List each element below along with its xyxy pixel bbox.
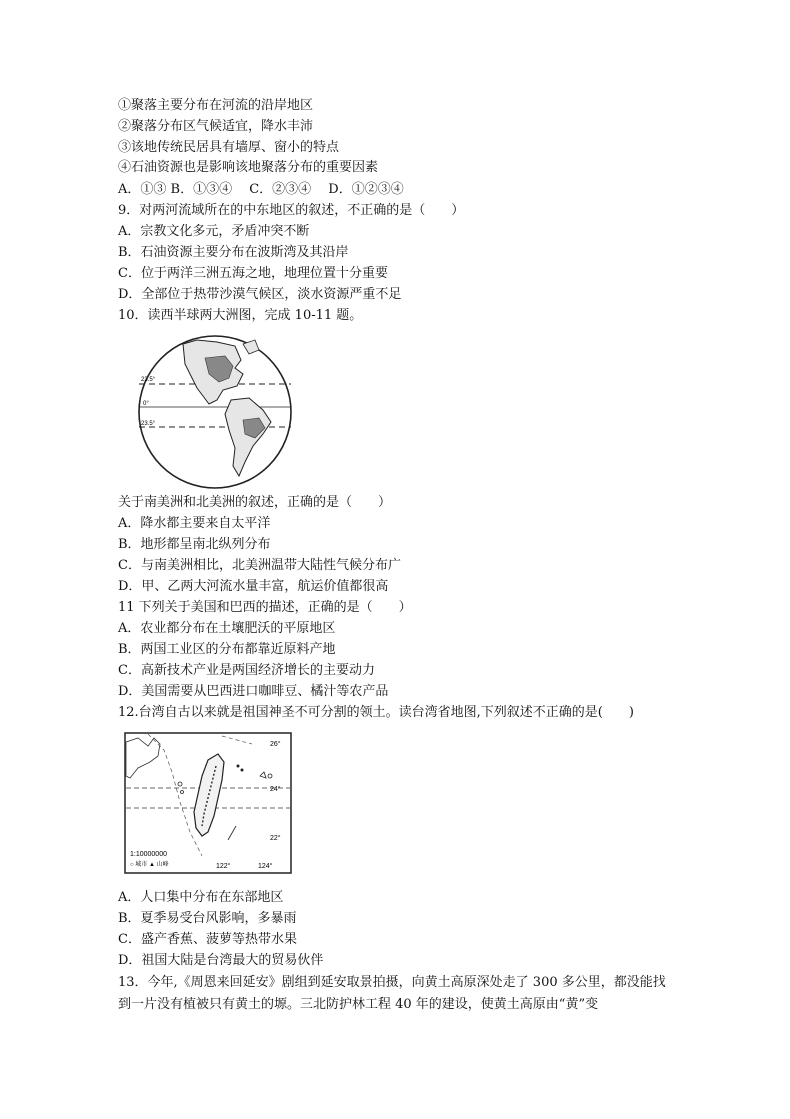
q11-option-c: C．高新技术产业是两国经济增长的主要动力 [118,663,375,678]
q11-stem: 11 下列关于美国和巴西的描述，正确的是（ ） [118,600,412,615]
q11-option-d: D．美国需要从巴西进口咖啡豆、橘汁等农产品 [118,684,389,699]
q10-intro: 10．读西半球两大洲图，完成 10-11 题。 [118,308,363,323]
q8-options: A．①③ B．①③④ C．②③④ D．①②③④ [118,182,404,197]
q10-option-d: D．甲、乙两大河流水量丰富，航运价值都很高 [118,579,389,594]
q10-option-c: C．与南美洲相比，北美洲温带大陆性气候分布广 [118,558,401,573]
q8-statement-4: ④石油资源也是影响该地聚落分布的重要因素 [118,160,379,175]
q11-option-b: B．两国工业区的分布都靠近原料产地 [118,642,336,657]
q12-stem: 12.台湾自古以来就是祖国神圣不可分割的领土。读台湾省地图,下列叙述不正确的是( ) [118,705,634,720]
lon-124-label: 124° [258,863,273,870]
q11-option-a: A．农业都分布在土壤肥沃的平原地区 [118,621,336,636]
lat-22-label: 22° [270,835,281,842]
lat-26-label: 26° [270,741,281,748]
q12-option-b: B．夏季易受台风影响，多暴雨 [118,911,297,926]
map-scale: 1:10000000 [130,851,167,858]
small-island-2 [241,769,244,772]
q10-option-a: A．降水都主要来自太平洋 [118,516,271,531]
map-label-tropic-north: 23.5° [141,377,156,383]
q8-statement-2: ②聚落分布区气候适宜，降水丰沛 [118,119,314,134]
map-label-equator: 0° [143,401,149,407]
q12-option-a: A．人口集中分布在东部地区 [118,890,284,905]
taiwan-map [124,732,292,874]
q8-statement-1: ①聚落主要分布在河流的沿岸地区 [118,98,314,113]
map-label-tropic-south: 23.5° [141,421,156,427]
lat-24-label: 24° [270,786,281,793]
q9-option-c: C．位于两洋三洲五海之地，地理位置十分重要 [118,266,388,281]
q9-stem: 9．对两河流域所在的中东地区的叙述，不正确的是（ ） [118,203,465,218]
q12-option-c: C．盛产香蕉、菠萝等热带水果 [118,932,297,947]
q10-stem: 关于南美洲和北美洲的叙述，正确的是（ ） [118,495,392,510]
q13-text: 13．今年,《周恩来回延安》剧组到延安取景拍摄，向黄土高原深处走了 300 多公里，都没能找到一片没有植被只有黄土的塬。三北防护林工程 40 年的建设，使黄土高原由“黄”变 [118,975,666,1012]
map-legend: ○ 城市 ▲ 山峰 [130,862,169,868]
q10-option-b: B．地形都呈南北纵列分布 [118,537,271,552]
q12-option-d: D．祖国大陆是台湾最大的贸易伙伴 [118,953,324,968]
lon-122-label: 122° [216,863,231,870]
q9-option-a: A．宗教文化多元，矛盾冲突不断 [118,224,310,239]
q9-option-b: B．石油资源主要分布在波斯湾及其沿岸 [118,245,349,260]
q9-option-d: D．全部位于热带沙漠气候区，淡水资源严重不足 [118,287,402,302]
western-hemisphere-map [125,330,300,490]
small-island-1 [237,765,240,768]
q8-statement-3: ③该地传统民居具有墙厚、窗小的特点 [118,140,340,155]
